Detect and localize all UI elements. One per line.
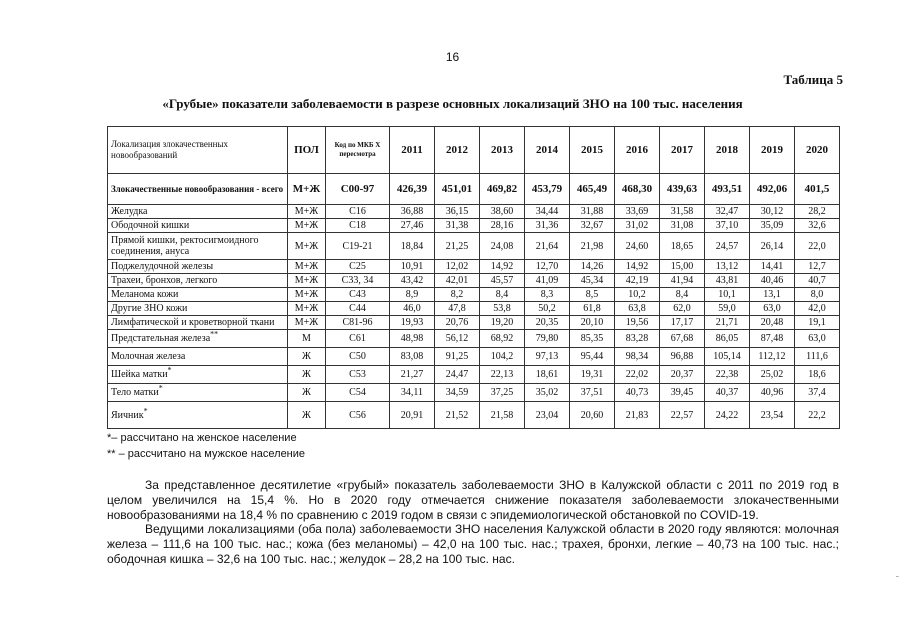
- table-row: [108, 288, 840, 302]
- icd-code-cell: С43: [326, 288, 390, 302]
- value-cell: 26,14: [750, 233, 795, 260]
- value-cell: 8,9: [390, 288, 435, 302]
- value-cell: 14,26: [570, 260, 615, 274]
- footnote-mark: *: [143, 406, 148, 416]
- value-cell: 53,8: [480, 302, 525, 316]
- value-cell: 401,5: [795, 174, 840, 205]
- value-cell: 15,00: [660, 260, 705, 274]
- table-caption: Таблица 5: [783, 72, 843, 87]
- localization-name: Меланома кожи: [111, 289, 179, 300]
- value-cell: 47,8: [435, 302, 480, 316]
- value-cell: 31,38: [435, 219, 480, 233]
- value-cell: 30,12: [750, 205, 795, 219]
- localization-cell: [108, 174, 288, 205]
- paragraph-summary: За представленное десятилетие «грубый» показатель заболеваемости ЗНО в Калужской области с 2011 по 2019 год в целом увеличился на 15,4 %. Но в 2020 году отмечается снижение показателя заболеваемости злокачественными новообразованиями на 18,4 % по сравнению с 2019 годом в связи с эпидемиологической обстановкой по COVID-19.: [107, 478, 839, 522]
- value-cell: 468,30: [615, 174, 660, 205]
- value-cell: 41,09: [525, 274, 570, 288]
- localization-name: Злокачественные новообразования - всего: [111, 183, 284, 194]
- icd-code-cell: С54: [326, 384, 390, 402]
- value-cell: 36,88: [390, 205, 435, 219]
- value-cell: 20,35: [525, 316, 570, 330]
- sex-cell: М+Ж: [288, 205, 326, 219]
- value-cell: 50,2: [525, 302, 570, 316]
- value-cell: 13,1: [750, 288, 795, 302]
- value-cell: 14,41: [750, 260, 795, 274]
- value-cell: 36,15: [435, 205, 480, 219]
- value-cell: 18,6: [795, 366, 840, 384]
- localization-cell: [108, 260, 288, 274]
- value-cell: 21,52: [435, 402, 480, 429]
- value-cell: 20,91: [390, 402, 435, 429]
- value-cell: 493,51: [705, 174, 750, 205]
- localization-cell: [108, 348, 288, 366]
- localization-name: Другие ЗНО кожи: [111, 303, 188, 314]
- value-cell: 25,02: [750, 366, 795, 384]
- value-cell: 104,2: [480, 348, 525, 366]
- year-header: 2016: [615, 127, 660, 174]
- value-cell: 14,92: [480, 260, 525, 274]
- value-cell: 19,1: [795, 316, 840, 330]
- table-row: [108, 233, 840, 260]
- value-cell: 32,47: [705, 205, 750, 219]
- sex-cell: Ж: [288, 384, 326, 402]
- value-cell: 8,3: [525, 288, 570, 302]
- value-cell: 31,02: [615, 219, 660, 233]
- value-cell: 87,48: [750, 330, 795, 348]
- value-cell: 10,1: [705, 288, 750, 302]
- value-cell: 12,70: [525, 260, 570, 274]
- localization-name: Молочная железа: [111, 351, 186, 362]
- table-row: [108, 384, 840, 402]
- sex-cell: Ж: [288, 366, 326, 384]
- value-cell: 40,7: [795, 274, 840, 288]
- localization-header: Локализация злокачественных новообразований: [108, 127, 288, 174]
- value-cell: 40,96: [750, 384, 795, 402]
- value-cell: 42,01: [435, 274, 480, 288]
- value-cell: 22,13: [480, 366, 525, 384]
- icd-code-header: Код по МКБ X пересмотра: [326, 127, 390, 174]
- value-cell: 19,93: [390, 316, 435, 330]
- value-cell: 39,45: [660, 384, 705, 402]
- value-cell: 45,57: [480, 274, 525, 288]
- value-cell: 96,88: [660, 348, 705, 366]
- paragraph-leading-localizations: Ведущими локализациями (оба пола) заболеваемости ЗНО населения Калужской области в 2020 году являются: молочная железа – 111,6 на 100 тыс. нас.; кожа (без меланомы) – 42,0 на 100 тыс. нас.; трахея, бронхи, легкие – 40,73 на 100 тыс. нас.; ободочная кишка – 32,6 на 100 тыс. нас.; желудок – 28,2 на 100 тыс. нас.: [107, 522, 839, 566]
- sex-cell: М+Ж: [288, 219, 326, 233]
- sex-cell: М+Ж: [288, 316, 326, 330]
- value-cell: 37,10: [705, 219, 750, 233]
- icd-code-cell: С19-21: [326, 233, 390, 260]
- table-row: [108, 274, 840, 288]
- value-cell: 24,08: [480, 233, 525, 260]
- value-cell: 21,58: [480, 402, 525, 429]
- value-cell: 40,73: [615, 384, 660, 402]
- value-cell: 8,0: [795, 288, 840, 302]
- year-header: 2017: [660, 127, 705, 174]
- localization-name: Прямой кишки, ректосигмоидного соединения, ануса: [111, 235, 259, 257]
- value-cell: 111,6: [795, 348, 840, 366]
- value-cell: 20,37: [660, 366, 705, 384]
- value-cell: 34,44: [525, 205, 570, 219]
- localization-name: Яичник: [111, 409, 144, 421]
- value-cell: 23,54: [750, 402, 795, 429]
- value-cell: 19,56: [615, 316, 660, 330]
- value-cell: 40,37: [705, 384, 750, 402]
- value-cell: 28,16: [480, 219, 525, 233]
- value-cell: 21,64: [525, 233, 570, 260]
- value-cell: 23,04: [525, 402, 570, 429]
- localization-cell: [108, 316, 288, 330]
- value-cell: 20,10: [570, 316, 615, 330]
- value-cell: 37,51: [570, 384, 615, 402]
- value-cell: 24,57: [705, 233, 750, 260]
- value-cell: 43,42: [390, 274, 435, 288]
- table-row: [108, 302, 840, 316]
- icd-code-cell: С16: [326, 205, 390, 219]
- localization-cell: [108, 402, 288, 429]
- value-cell: 27,46: [390, 219, 435, 233]
- icd-code-cell: С00-97: [326, 174, 390, 205]
- footnote-mark: **: [210, 329, 219, 339]
- icd-code-cell: С53: [326, 366, 390, 384]
- value-cell: 37,25: [480, 384, 525, 402]
- value-cell: 83,28: [615, 330, 660, 348]
- value-cell: 17,17: [660, 316, 705, 330]
- localization-name: Желудка: [111, 206, 148, 217]
- table-row: [108, 402, 840, 429]
- value-cell: 22,38: [705, 366, 750, 384]
- value-cell: 31,36: [525, 219, 570, 233]
- value-cell: 469,82: [480, 174, 525, 205]
- value-cell: 20,48: [750, 316, 795, 330]
- value-cell: 31,88: [570, 205, 615, 219]
- value-cell: 8,4: [660, 288, 705, 302]
- value-cell: 34,11: [390, 384, 435, 402]
- localization-cell: [108, 233, 288, 260]
- localization-name: Предстательная железа: [111, 333, 211, 344]
- value-cell: 12,02: [435, 260, 480, 274]
- value-cell: 63,0: [795, 330, 840, 348]
- value-cell: 98,34: [615, 348, 660, 366]
- table-row: [108, 366, 840, 384]
- value-cell: 12,7: [795, 260, 840, 274]
- value-cell: 83,08: [390, 348, 435, 366]
- year-header: 2020: [795, 127, 840, 174]
- value-cell: 22,57: [660, 402, 705, 429]
- value-cell: 42,0: [795, 302, 840, 316]
- value-cell: 22,0: [795, 233, 840, 260]
- localization-cell: [108, 330, 288, 348]
- value-cell: 453,79: [525, 174, 570, 205]
- year-header: 2018: [705, 127, 750, 174]
- sex-cell: М+Ж: [288, 302, 326, 316]
- icd-code-cell: С81-96: [326, 316, 390, 330]
- year-header: 2011: [390, 127, 435, 174]
- value-cell: 63,8: [615, 302, 660, 316]
- value-cell: 41,94: [660, 274, 705, 288]
- value-cell: 426,39: [390, 174, 435, 205]
- value-cell: 105,14: [705, 348, 750, 366]
- value-cell: 85,35: [570, 330, 615, 348]
- icd-code-cell: С25: [326, 260, 390, 274]
- footnote-female: *– рассчитано на женское население: [107, 432, 297, 444]
- value-cell: 45,34: [570, 274, 615, 288]
- value-cell: 19,20: [480, 316, 525, 330]
- sex-cell: М+Ж: [288, 288, 326, 302]
- value-cell: 31,08: [660, 219, 705, 233]
- value-cell: 28,2: [795, 205, 840, 219]
- value-cell: 24,47: [435, 366, 480, 384]
- year-header: 2012: [435, 127, 480, 174]
- table-row: [108, 174, 840, 205]
- incidence-table: [107, 126, 840, 429]
- value-cell: 19,31: [570, 366, 615, 384]
- icd-code-cell: С61: [326, 330, 390, 348]
- value-cell: 18,61: [525, 366, 570, 384]
- value-cell: 32,67: [570, 219, 615, 233]
- year-header: 2013: [480, 127, 525, 174]
- value-cell: 56,12: [435, 330, 480, 348]
- value-cell: 91,25: [435, 348, 480, 366]
- value-cell: 67,68: [660, 330, 705, 348]
- page-number: 16: [445, 50, 460, 64]
- localization-name: Трахеи, бронхов, легкого: [111, 275, 218, 286]
- icd-code-cell: С18: [326, 219, 390, 233]
- localization-cell: [108, 288, 288, 302]
- footnote-mark: *: [167, 365, 172, 375]
- localization-cell: [108, 205, 288, 219]
- value-cell: 86,05: [705, 330, 750, 348]
- value-cell: 35,02: [525, 384, 570, 402]
- table-row: [108, 205, 840, 219]
- value-cell: 20,76: [435, 316, 480, 330]
- icd-code-cell: С50: [326, 348, 390, 366]
- table-body: [108, 174, 840, 429]
- value-cell: 97,13: [525, 348, 570, 366]
- value-cell: 63,0: [750, 302, 795, 316]
- year-header: 2015: [570, 127, 615, 174]
- localization-name: Поджелудочной железы: [111, 261, 214, 272]
- footnote-mark: *: [158, 383, 163, 393]
- localization-name: Шейка матки: [111, 369, 168, 380]
- value-cell: 21,27: [390, 366, 435, 384]
- value-cell: 20,60: [570, 402, 615, 429]
- value-cell: 13,12: [705, 260, 750, 274]
- localization-cell: [108, 384, 288, 402]
- value-cell: 38,60: [480, 205, 525, 219]
- value-cell: 22,2: [795, 402, 840, 429]
- table-row: [108, 260, 840, 274]
- value-cell: 33,69: [615, 205, 660, 219]
- value-cell: 59,0: [705, 302, 750, 316]
- value-cell: 465,49: [570, 174, 615, 205]
- value-cell: 37,4: [795, 384, 840, 402]
- value-cell: 21,25: [435, 233, 480, 260]
- value-cell: 40,46: [750, 274, 795, 288]
- localization-name: Тело матки: [111, 387, 159, 398]
- value-cell: 8,2: [435, 288, 480, 302]
- value-cell: 24,22: [705, 402, 750, 429]
- value-cell: 31,58: [660, 205, 705, 219]
- sex-cell: М+Ж: [288, 274, 326, 288]
- localization-cell: [108, 366, 288, 384]
- edge-mark: -: [895, 571, 899, 582]
- localization-name: Ободочной кишки: [111, 220, 190, 231]
- table-row: [108, 330, 840, 348]
- localization-cell: [108, 274, 288, 288]
- value-cell: 79,80: [525, 330, 570, 348]
- localization-name: Лимфатической и кроветворной ткани: [111, 317, 275, 328]
- sex-cell: М+Ж: [288, 174, 326, 205]
- value-cell: 95,44: [570, 348, 615, 366]
- value-cell: 21,71: [705, 316, 750, 330]
- value-cell: 492,06: [750, 174, 795, 205]
- year-header: 2019: [750, 127, 795, 174]
- value-cell: 451,01: [435, 174, 480, 205]
- footnote-male: ** – рассчитано на мужское население: [107, 448, 306, 460]
- table-row: [108, 219, 840, 233]
- sex-cell: Ж: [288, 348, 326, 366]
- icd-code-cell: С33, 34: [326, 274, 390, 288]
- value-cell: 46,0: [390, 302, 435, 316]
- value-cell: 42,19: [615, 274, 660, 288]
- sex-cell: М+Ж: [288, 260, 326, 274]
- value-cell: 24,60: [615, 233, 660, 260]
- localization-cell: [108, 219, 288, 233]
- sex-cell: Ж: [288, 402, 326, 429]
- value-cell: 61,8: [570, 302, 615, 316]
- value-cell: 48,98: [390, 330, 435, 348]
- value-cell: 43,81: [705, 274, 750, 288]
- table-row: [108, 316, 840, 330]
- value-cell: 68,92: [480, 330, 525, 348]
- value-cell: 21,83: [615, 402, 660, 429]
- value-cell: 14,92: [615, 260, 660, 274]
- value-cell: 112,12: [750, 348, 795, 366]
- value-cell: 21,98: [570, 233, 615, 260]
- sex-cell: М: [288, 330, 326, 348]
- sex-cell: М+Ж: [288, 233, 326, 260]
- value-cell: 8,5: [570, 288, 615, 302]
- value-cell: 22,02: [615, 366, 660, 384]
- value-cell: 8,4: [480, 288, 525, 302]
- icd-code-cell: С56: [326, 402, 390, 429]
- table-header-row: [108, 127, 840, 174]
- table-title: «Грубые» показатели заболеваемости в разрезе основных локализаций ЗНО на 100 тыс. населения: [162, 96, 743, 111]
- value-cell: 32,6: [795, 219, 840, 233]
- footnotes: [107, 430, 305, 462]
- value-cell: 62,0: [660, 302, 705, 316]
- localization-cell: [108, 302, 288, 316]
- value-cell: 35,09: [750, 219, 795, 233]
- value-cell: 439,63: [660, 174, 705, 205]
- icd-code-cell: С44: [326, 302, 390, 316]
- value-cell: 18,84: [390, 233, 435, 260]
- value-cell: 10,91: [390, 260, 435, 274]
- table-row: [108, 348, 840, 366]
- value-cell: 10,2: [615, 288, 660, 302]
- year-header: 2014: [525, 127, 570, 174]
- value-cell: 34,59: [435, 384, 480, 402]
- value-cell: 18,65: [660, 233, 705, 260]
- sex-header: ПОЛ: [288, 127, 326, 174]
